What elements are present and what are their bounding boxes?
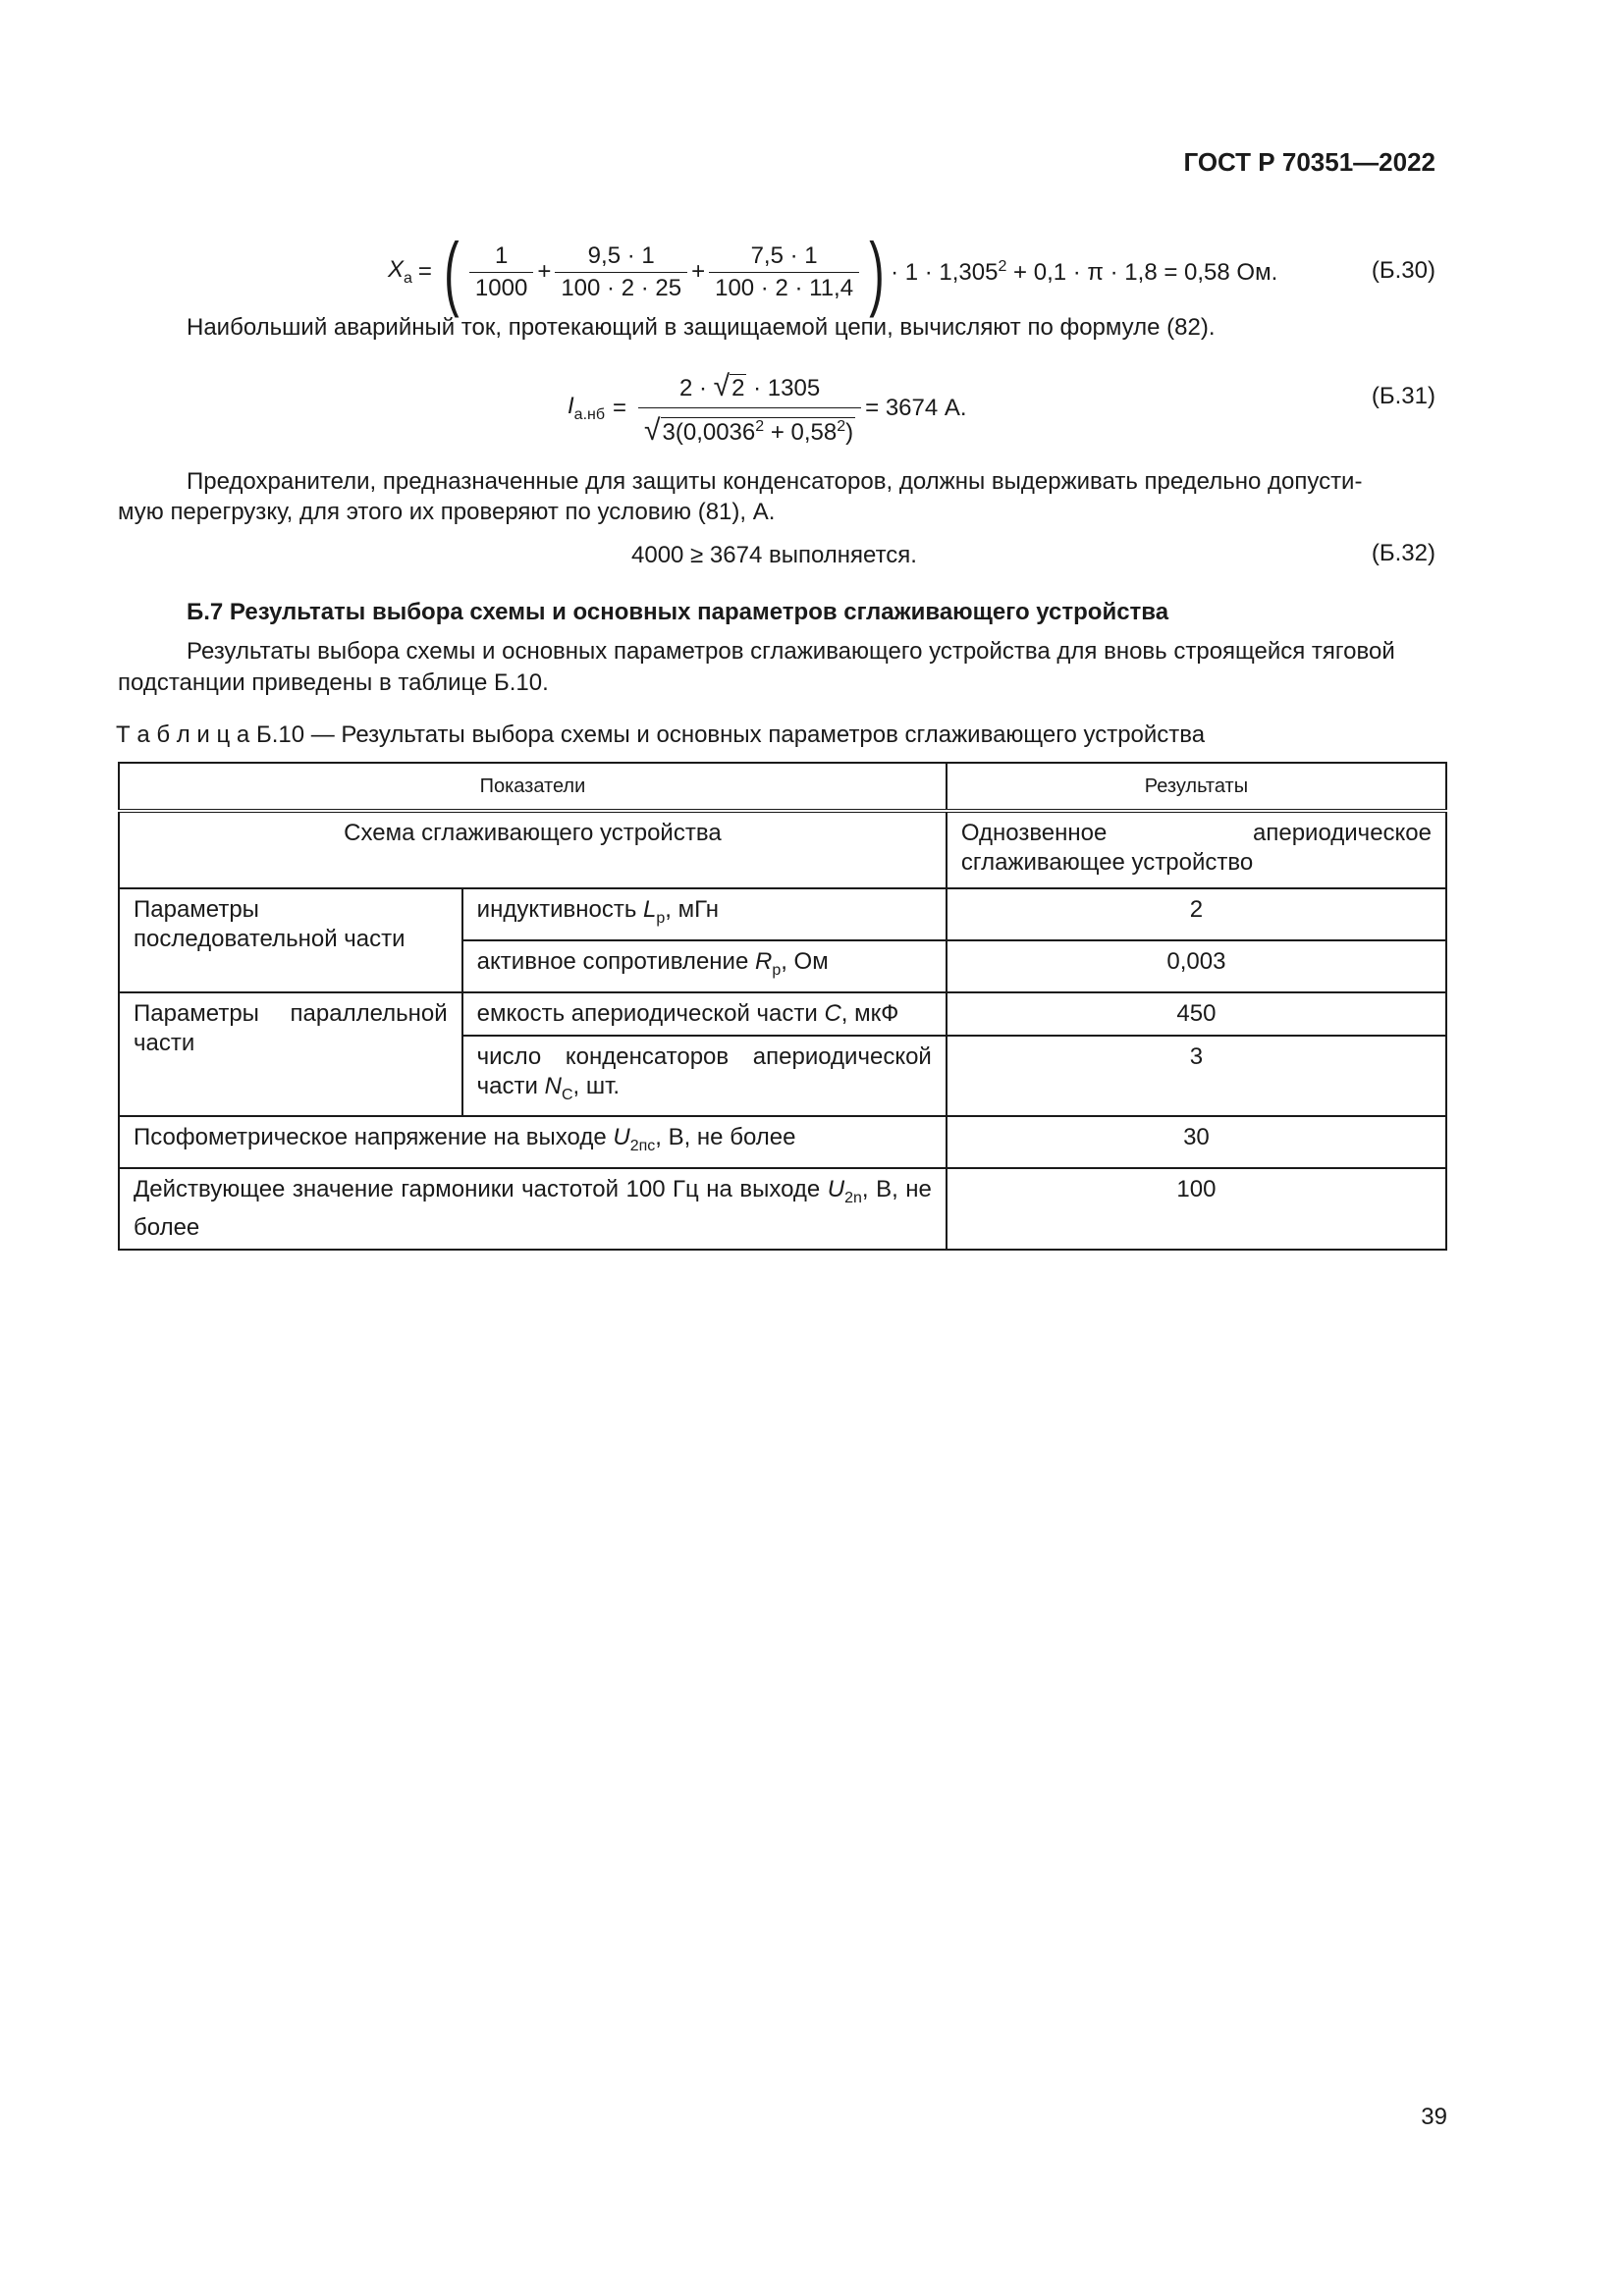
table-row — [119, 888, 1446, 940]
paragraph-fuses-line2: мую перегрузку, для этого их проверяют по условию (81), А. — [118, 499, 776, 525]
table-row — [119, 1168, 1446, 1250]
row-scheme-value: Однозвенное апериодическое сглаживающее устройство — [947, 811, 1446, 888]
equation-b30: $X_а$ = ( $\frac{1}{1000}$ + $\frac{9,5 \cdot 1}{100 \cdot 2 \cdot 25}$ + $\frac{7,5 \cdot 1}{100 \cdot 2 \cdot 11,4}$ ) · $1 \cdot 1,305^2 + 0,1 \cdot \pi \cdot 1,8 = 0,58$ Ом. — [388, 226, 1278, 318]
sqrt-icon: √ — [713, 369, 731, 402]
right-paren: ) — [869, 226, 885, 318]
table-row — [119, 811, 1446, 888]
capacitor-count-value: 3 — [947, 1036, 1446, 1117]
capacity-value: 450 — [947, 992, 1446, 1036]
page-number: 39 — [1421, 2104, 1447, 2130]
eq30-frac1: $\frac{1}{1000}$ — [469, 242, 533, 302]
section-title: Б.7 Результаты выбора схемы и основных параметров сглаживающего устройства — [187, 599, 1169, 625]
series-group-label: Параметры последовательной части — [119, 888, 462, 992]
table-caption-text: Б.10 — Результаты выбора схемы и основных параметров сглаживающего устройства — [255, 721, 1206, 748]
harmonic-voltage-value: 100 — [947, 1168, 1446, 1250]
eq30-lhs: $X_а$ — [388, 256, 412, 287]
resistance-value: 0,003 — [947, 940, 1446, 992]
section-paragraph-line2: подстанции приведены в таблице Б.10. — [118, 669, 549, 696]
table-caption-label: Т а б л и ц а — [116, 721, 250, 748]
equation-number-b31: (Б.31) — [1371, 383, 1435, 409]
document-code: ГОСТ Р 70351—2022 — [1183, 147, 1435, 177]
equation-number-b32: (Б.32) — [1371, 540, 1435, 566]
eq30-frac3: $\frac{7,5 \cdot 1}{100 \cdot 2 \cdot 11,4}$ — [709, 242, 859, 302]
psophometric-voltage-value: 30 — [947, 1116, 1446, 1168]
equation-number-b30: (Б.30) — [1371, 257, 1435, 284]
capacitor-count-label: число конденсаторов апериодической части $N_C$, шт. — [462, 1036, 947, 1117]
table-row — [119, 992, 1446, 1036]
table-row — [119, 1116, 1446, 1168]
parallel-group-label: Параметры параллельной части — [119, 992, 462, 1117]
capacity-label: емкость апериодической части C, мкФ — [462, 992, 947, 1036]
eq31-lhs: $I_{а.нб}$ — [568, 393, 606, 423]
eq31-result: = 3674 А. — [865, 395, 967, 421]
left-paren: ( — [444, 226, 460, 318]
eq31-fraction: $\frac{2 \cdot √2 \cdot 1305}{√3(0,0036^2 + 0,58^2)}$ — [638, 370, 861, 448]
table-header-row — [119, 763, 1446, 811]
resistance-label: активное сопротивление $R_р$, Ом — [462, 940, 947, 992]
inductance-value: 2 — [947, 888, 1446, 940]
paragraph-fault-current: Наибольший аварийный ток, протекающий в защищаемой цепи, вычисляют по формуле (82). — [187, 314, 1216, 341]
table-caption — [116, 720, 1205, 751]
paragraph-fuses-line1: Предохранители, предназначенные для защиты конденсаторов, должны выдерживать предельно допусти- — [187, 468, 1363, 495]
eq30-tail: · $1 \cdot 1,305^2 + 0,1 \cdot \pi \cdot 1,8 = 0,58$ Ом. — [891, 257, 1278, 286]
section-paragraph-line1: Результаты выбора схемы и основных параметров сглаживающего устройства для вновь строящейся тяговой — [187, 638, 1395, 665]
eq30-frac2: $\frac{9,5 \cdot 1}{100 \cdot 2 \cdot 25}$ — [555, 242, 687, 302]
sqrt-icon: √ — [644, 413, 661, 447]
psophometric-voltage-label: Псофометрическое напряжение на выходе $U_{2пс}$, В, не более — [119, 1116, 947, 1168]
equation-b32: 4000 ≥ 3674 выполняется. — [631, 542, 917, 568]
inductance-label: индуктивность $L_р$, мГн — [462, 888, 947, 940]
results-table — [118, 762, 1447, 1251]
column-header-indicators: Показатели — [119, 763, 947, 811]
harmonic-voltage-label: Действующее значение гармоники частотой 100 Гц на выходе $U_{2n}$, В, не более — [119, 1168, 947, 1250]
row-scheme-label: Схема сглаживающего устройства — [119, 811, 947, 888]
column-header-results: Результаты — [947, 763, 1446, 811]
equation-b31: $I_{а.нб}$ = $\frac{2 \cdot √2 \cdot 1305}{√3(0,0036^2 + 0,58^2)}$ = 3674 А. — [568, 369, 967, 447]
